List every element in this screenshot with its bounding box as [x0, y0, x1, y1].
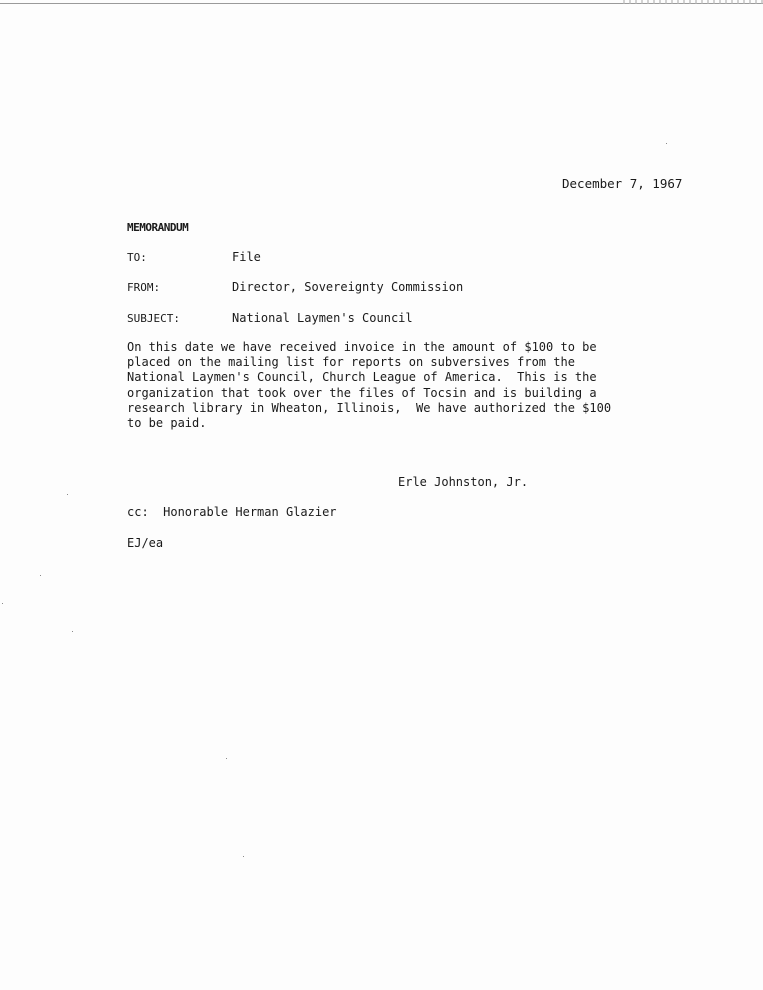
to-label: TO:	[127, 251, 147, 264]
scan-speck	[226, 758, 227, 759]
from-label: FROM:	[127, 281, 161, 294]
scan-speck	[666, 143, 667, 144]
body-line: research library in Wheaton, Illinois, We have authorized the $100	[127, 400, 612, 415]
from-value: Director, Sovereignty Commission	[232, 280, 464, 294]
body-line: placed on the mailing list for reports on subversives from the	[127, 355, 575, 370]
to-value: File	[232, 250, 261, 264]
subject-value: National Laymen's Council	[232, 311, 413, 325]
body-line: On this date we have received invoice in the amount of $100 to be	[127, 340, 597, 354]
memo-heading: MEMORANDUM	[127, 221, 189, 234]
signature: Erle Johnston, Jr.	[398, 475, 529, 489]
scan-speck	[67, 494, 68, 495]
page-top-edge-marks	[623, 0, 763, 4]
cc-line: cc: Honorable Herman Glazier	[127, 505, 337, 519]
body-line: organization that took over the files of Tocsin and is building a	[127, 385, 597, 400]
memo-body	[127, 340, 647, 431]
memo-date: December 7, 1967	[562, 176, 683, 191]
scan-speck	[40, 575, 41, 576]
scan-speck	[243, 856, 244, 857]
body-line: National Laymen's Council, Church League of America. This is the	[127, 370, 597, 385]
body-line: to be paid.	[127, 416, 207, 431]
typist-initials: EJ/ea	[127, 536, 164, 550]
subject-label: SUBJECT:	[127, 312, 180, 325]
scan-speck	[2, 603, 3, 604]
scan-speck	[72, 631, 73, 632]
